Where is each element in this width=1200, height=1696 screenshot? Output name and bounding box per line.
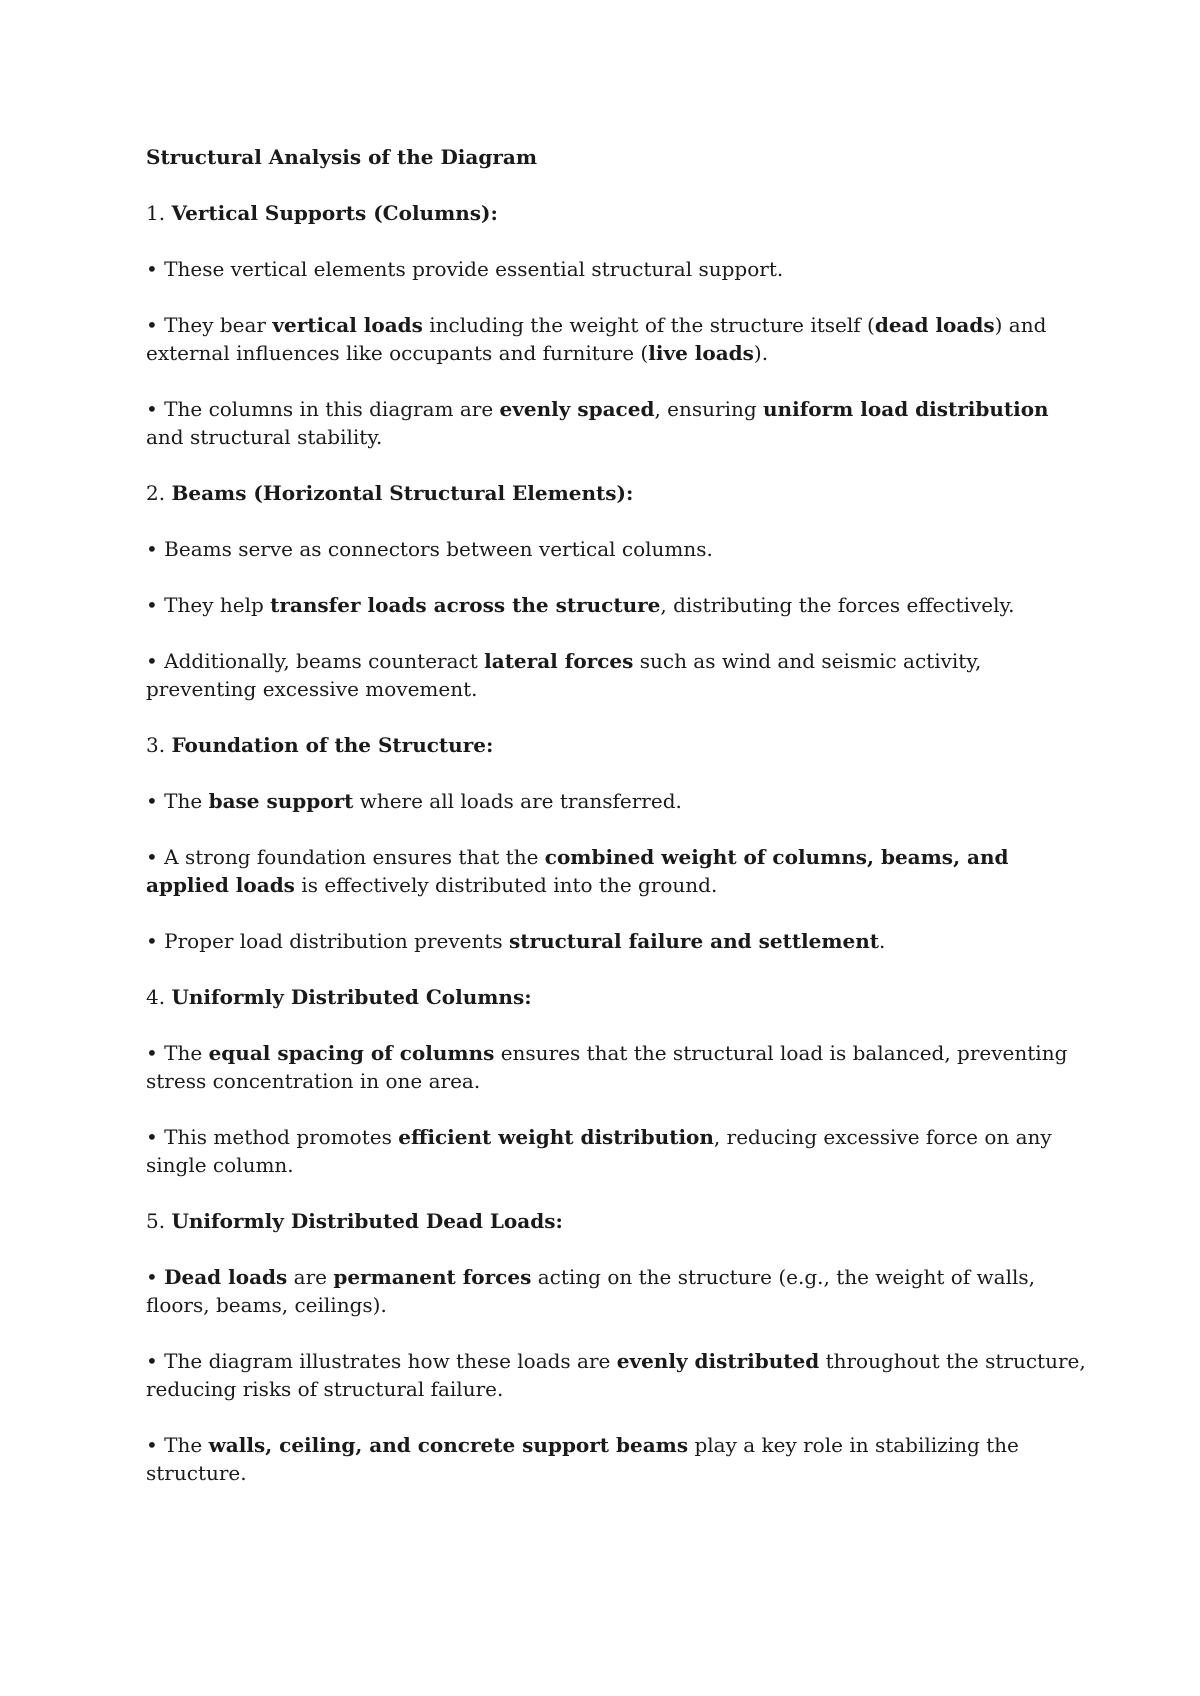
- bullet-item: [146, 1123, 1086, 1179]
- bullet-item: [146, 843, 1086, 899]
- bullet-item: [146, 311, 1086, 367]
- bold-text: permanent forces: [333, 1265, 532, 1289]
- text-run: are: [287, 1265, 334, 1289]
- bullet-item: [146, 927, 1086, 955]
- text-run: • They help: [146, 593, 271, 617]
- bold-text: structural failure and settlement: [509, 929, 880, 953]
- bullet-item: [146, 591, 1086, 619]
- text-run: , ensuring: [654, 397, 764, 421]
- text-run: • The: [146, 1433, 209, 1457]
- bullet-item: [146, 787, 1086, 815]
- text-run: ) and external influences like occupants and furniture (: [146, 313, 1047, 365]
- text-run: .: [879, 929, 886, 953]
- section-heading: [146, 983, 1086, 1011]
- bullet-item: [146, 1431, 1086, 1487]
- section-heading-label: Beams (Horizontal Structural Elements):: [171, 481, 634, 505]
- bullet-item: [146, 647, 1086, 703]
- section-heading-label: Uniformly Distributed Columns:: [171, 985, 532, 1009]
- text-run: play a key role in stabilizing the structure.: [146, 1433, 1019, 1485]
- text-run: •: [146, 1265, 165, 1289]
- bold-text: uniform load distribution: [763, 397, 1049, 421]
- text-run: is effectively distributed into the ground.: [294, 873, 718, 897]
- document-title: Structural Analysis of the Diagram: [146, 145, 538, 169]
- text-run: • Beams serve as connectors between vertical columns.: [146, 537, 713, 561]
- section-number: 5.: [146, 1209, 166, 1233]
- section-number: 1.: [146, 201, 166, 225]
- bullet-item: [146, 395, 1086, 451]
- text-run: ensures that the structural load is balanced, preventing stress concentration in one area.: [146, 1041, 1068, 1093]
- bullet-item: [146, 1347, 1086, 1403]
- bold-text: base support: [208, 789, 354, 813]
- bold-text: transfer loads across the structure: [270, 593, 661, 617]
- section-heading-label: Uniformly Distributed Dead Loads:: [171, 1209, 563, 1233]
- bold-text: evenly spaced: [499, 397, 655, 421]
- text-run: acting on the structure (e.g., the weight of walls, floors, beams, ceilings).: [146, 1265, 1035, 1317]
- bold-text: efficient weight distribution: [398, 1125, 714, 1149]
- bold-text: vertical loads: [272, 313, 423, 337]
- bullet-item: [146, 255, 1086, 283]
- text-run: • The: [146, 789, 209, 813]
- text-run: such as wind and seismic activity, preventing excessive movement.: [146, 649, 982, 701]
- text-run: where all loads are transferred.: [353, 789, 682, 813]
- section-number: 3.: [146, 733, 166, 757]
- document-page: [146, 143, 1086, 1515]
- text-run: and structural stability.: [146, 425, 383, 449]
- bullet-item: [146, 1263, 1086, 1319]
- section-number: 2.: [146, 481, 166, 505]
- bold-text: live loads: [648, 341, 754, 365]
- text-run: • They bear: [146, 313, 273, 337]
- text-run: throughout the structure, reducing risks of structural failure.: [146, 1349, 1086, 1401]
- text-run: , reducing excessive force on any single column.: [146, 1125, 1052, 1177]
- bold-text: equal spacing of columns: [208, 1041, 495, 1065]
- text-run: • These vertical elements provide essential structural support.: [146, 257, 784, 281]
- bold-text: dead loads: [874, 313, 995, 337]
- text-run: • This method promotes: [146, 1125, 399, 1149]
- sections-container: [146, 199, 1086, 1487]
- text-run: • Proper load distribution prevents: [146, 929, 510, 953]
- bold-text: combined weight of columns, beams, and applied loads: [146, 845, 1009, 897]
- section-heading: [146, 199, 1086, 227]
- bullet-item: [146, 535, 1086, 563]
- text-run: ).: [753, 341, 769, 365]
- bold-text: Dead loads: [164, 1265, 288, 1289]
- bullet-item: [146, 1039, 1086, 1095]
- section-heading: [146, 479, 1086, 507]
- section-2: [146, 479, 1086, 703]
- section-heading-label: Foundation of the Structure:: [171, 733, 494, 757]
- bold-text: walls, ceiling, and concrete support beams: [208, 1433, 689, 1457]
- text-run: • A strong foundation ensures that the: [146, 845, 545, 869]
- section-3: [146, 731, 1086, 955]
- section-4: [146, 983, 1086, 1179]
- text-run: • The diagram illustrates how these loads are: [146, 1349, 617, 1373]
- section-heading: [146, 1207, 1086, 1235]
- section-number: 4.: [146, 985, 166, 1009]
- section-5: [146, 1207, 1086, 1487]
- text-run: • The columns in this diagram are: [146, 397, 500, 421]
- bold-text: evenly distributed: [616, 1349, 820, 1373]
- section-1: [146, 199, 1086, 451]
- text-run: , distributing the forces effectively.: [660, 593, 1015, 617]
- section-heading: [146, 731, 1086, 759]
- bold-text: lateral forces: [484, 649, 634, 673]
- text-run: including the weight of the structure itself (: [422, 313, 875, 337]
- text-run: • Additionally, beams counteract: [146, 649, 485, 673]
- section-heading-label: Vertical Supports (Columns):: [171, 201, 498, 225]
- text-run: • The: [146, 1041, 209, 1065]
